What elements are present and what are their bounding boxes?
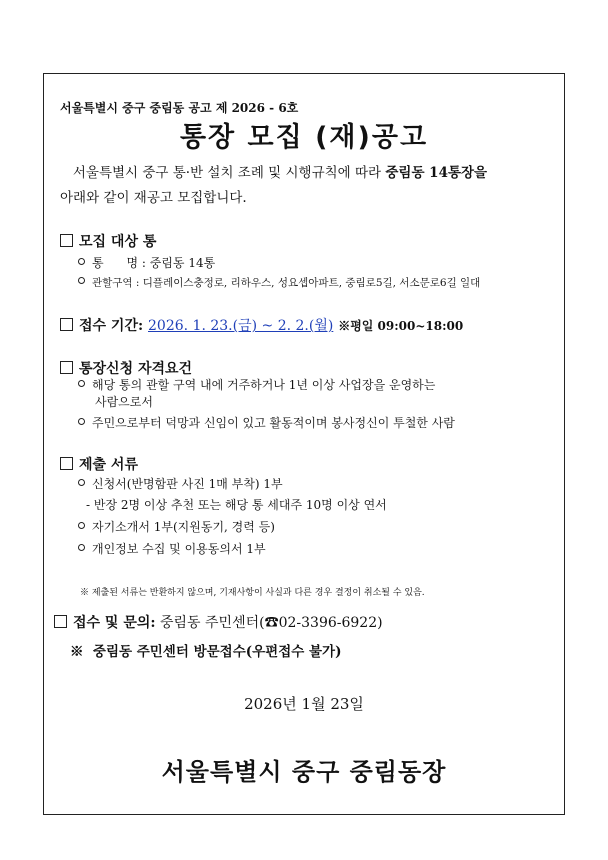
intro-text-before: 서울특별시 중구 통·반 설치 조례 및 시행규칙에 따라 — [72, 165, 386, 181]
circle-bullet-icon — [78, 479, 85, 486]
page-title: 통장 모집 (재)공고 — [179, 122, 429, 153]
notice-date: 2026년 1월 23일 — [244, 695, 364, 713]
issuer: 서울특별시 중구 중림동장 — [161, 758, 447, 786]
checkbox-square-icon — [60, 361, 73, 374]
list-item: 관할구역 : 디플레이스충정로, 리하우스, 성요셉아파트, 중림로5길, 서소문로6길 일대 — [78, 275, 480, 290]
footnote: ※ 제출된 서류는 반환하지 않으며, 기재사항이 사실과 다른 경우 결정이 취소될 수 있음. — [80, 588, 425, 598]
circle-bullet-icon — [78, 277, 85, 284]
list-item: 자기소개서 1부(지원동기, 경력 등) — [78, 518, 275, 535]
section-qualification-heading: 통장신청 자격요건 — [60, 358, 192, 378]
circle-bullet-icon — [78, 258, 85, 265]
notice-number: 서울특별시 중구 중림동 공고 제 2026 - 6호 — [60, 101, 299, 115]
intro-paragraph — [60, 161, 560, 211]
intro-text-bold: 중림동 14통장을 — [385, 165, 488, 181]
period-note: ※평일 09:00~18:00 — [338, 319, 464, 333]
contact-line — [54, 612, 383, 632]
contact-label: 접수 및 문의: — [73, 615, 156, 631]
checkbox-square-icon — [60, 234, 73, 247]
circle-bullet-icon — [78, 380, 85, 387]
checkbox-square-icon — [54, 615, 67, 628]
circle-bullet-icon — [78, 544, 85, 551]
list-item-sub: - 반장 2명 이상 추천 또는 해당 통 세대주 10명 이상 연서 — [86, 498, 387, 512]
contact-value: 중림동 주민센터(☎02-3396-6922) — [160, 615, 383, 631]
visit-note: ※ 중림동 주민센터 방문접수(우편접수 불가) — [70, 644, 342, 660]
section-period-heading: 접수 기간: 2026. 1. 23.(금) ~ 2. 2.(월) ※평일 09:00~18:00 — [60, 315, 463, 335]
list-item: 주민으로부터 덕망과 신임이 있고 활동적이며 봉사정신이 투철한 사람 — [78, 414, 455, 431]
section-documents-heading: 제출 서류 — [60, 454, 138, 474]
list-item: 신청서(반명함판 사진 1매 부착) 1부 — [78, 475, 283, 492]
checkbox-square-icon — [60, 457, 73, 470]
intro-text-after: 아래와 같이 재공고 모집합니다. — [60, 190, 247, 206]
list-item-continuation: 사람으로서 — [95, 395, 153, 409]
section-target-heading: 모집 대상 통 — [60, 231, 156, 251]
list-item: 통 명 : 중림동 14통 — [78, 254, 215, 271]
checkbox-square-icon — [60, 318, 73, 331]
list-item: 개인정보 수집 및 이용동의서 1부 — [78, 540, 266, 557]
circle-bullet-icon — [78, 522, 85, 529]
circle-bullet-icon — [78, 418, 85, 425]
period-value: 2026. 1. 23.(금) ~ 2. 2.(월) — [148, 318, 334, 334]
list-item: 해당 통의 관할 구역 내에 거주하거나 1년 이상 사업장을 운영하는 — [78, 376, 435, 393]
